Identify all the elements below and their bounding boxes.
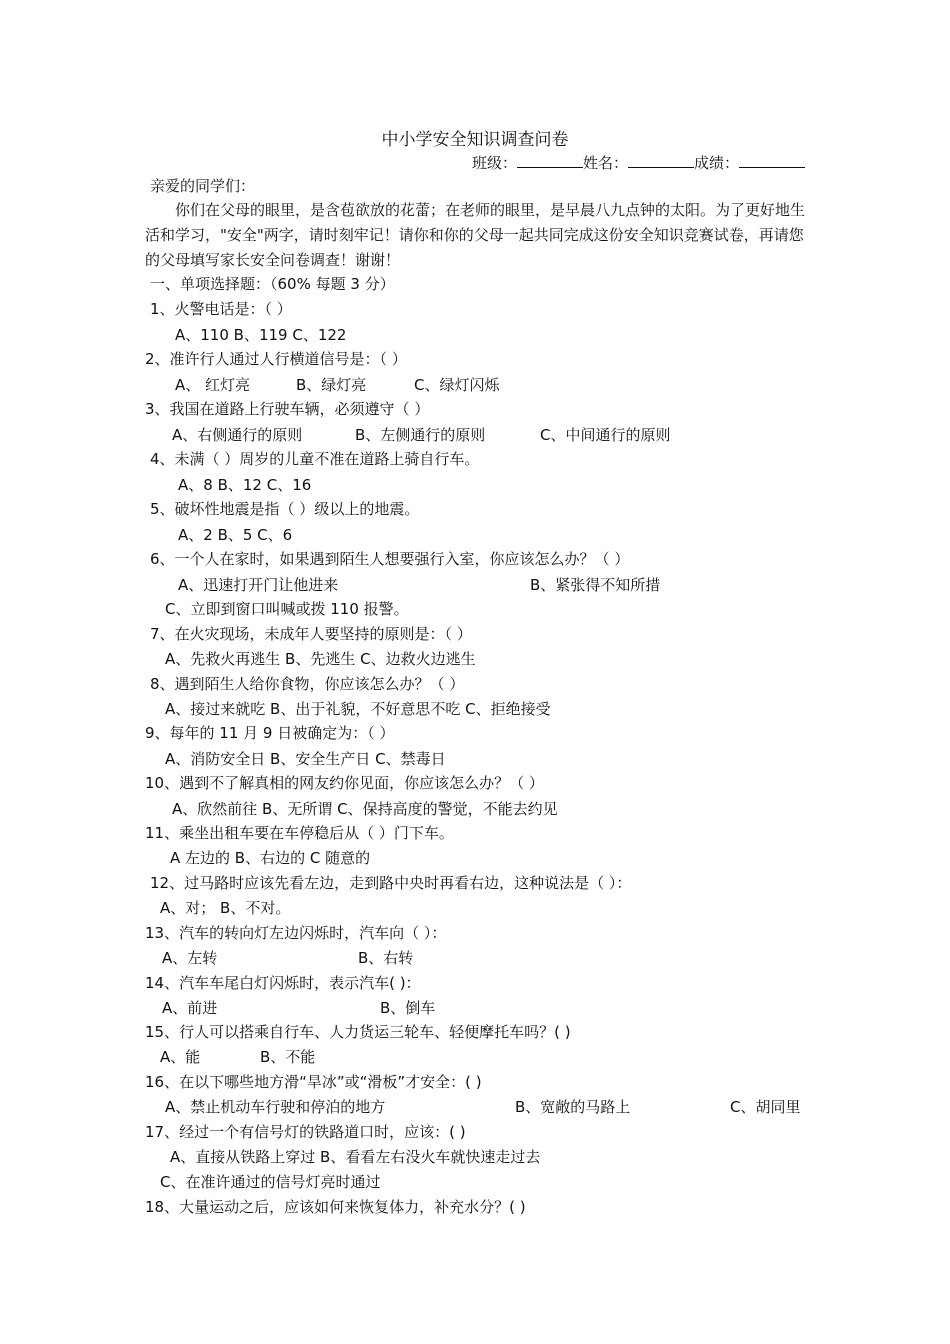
question-5: 5、破坏性地震是指（ ）级以上的地震。 <box>150 500 420 518</box>
q2-option-c: C、绿灯闪烁 <box>414 376 500 394</box>
question-10: 10、遇到不了解真相的网友约你见面，你应该怎么办？（ ） <box>145 774 544 792</box>
q14-option-a: A、前进 <box>162 999 218 1017</box>
name-blank[interactable] <box>628 153 694 168</box>
q6-option-b: B、紧张得不知所措 <box>530 576 661 594</box>
score-label: 成绩： <box>693 154 739 172</box>
page-title: 中小学安全知识调查问卷 <box>381 130 569 150</box>
q5-options: A、2 B、5 C、6 <box>178 526 293 544</box>
greeting: 亲爱的同学们： <box>150 177 256 195</box>
question-6: 6、一个人在家时，如果遇到陌生人想要强行入室，你应该怎么办？（ ） <box>150 550 630 568</box>
question-9: 9、每年的 11 月 9 日被确定为：（ ） <box>145 724 395 742</box>
q6-option-c: C、立即到窗口叫喊或拨 110 报警。 <box>165 600 409 618</box>
question-12: 12、过马路时应该先看左边，走到路中央时再看右边，这种说法是（ ）： <box>150 874 632 892</box>
q13-option-b: B、右转 <box>358 949 414 967</box>
student-info-fields <box>472 152 805 173</box>
question-2: 2、准许行人通过人行横道信号是：（ ） <box>145 350 407 368</box>
q13-option-a: A、左转 <box>162 949 218 967</box>
q6-option-a: A、迅速打开门让他进来 <box>178 576 339 594</box>
section-heading: 一、单项选择题：（60% 每题 3 分） <box>150 275 395 293</box>
q9-options: A、消防安全日 B、安全生产日 C、禁毒日 <box>165 750 446 768</box>
question-4: 4、未满（ ）周岁的儿童不准在道路上骑自行车。 <box>150 450 480 468</box>
question-15: 15、行人可以搭乘自行车、人力货运三轮车、轻便摩托车吗？( ) <box>145 1023 571 1041</box>
class-blank[interactable] <box>517 153 583 168</box>
class-label: 班级： <box>471 154 517 172</box>
q11-options: A 左边的 B、右边的 C 随意的 <box>170 849 371 867</box>
q17-option-c: C、在准许通过的信号灯亮时通过 <box>160 1173 381 1191</box>
q14-option-b: B、倒车 <box>380 999 436 1017</box>
q2-option-a: A、 红灯亮 <box>175 376 251 394</box>
q3-option-c: C、中间通行的原则 <box>540 426 671 444</box>
score-blank[interactable] <box>739 153 805 168</box>
question-17: 17、经过一个有信号灯的铁路道口时，应该：( ) <box>145 1123 466 1141</box>
q4-options: A、8 B、12 C、16 <box>178 476 312 494</box>
question-14: 14、汽车车尾白灯闪烁时，表示汽车( )： <box>145 974 421 992</box>
question-7: 7、在火灾现场，未成年人要坚持的原则是：（ ） <box>150 625 472 643</box>
q8-options: A、接过来就吃 B、出于礼貌，不好意思不吃 C、拒绝接受 <box>165 700 551 718</box>
q17-option-ab: A、直接从铁路上穿过 B、看看左右没火车就快速走过去 <box>170 1148 541 1166</box>
q2-option-b: B、绿灯亮 <box>296 376 367 394</box>
q3-option-b: B、左侧通行的原则 <box>355 426 486 444</box>
question-13: 13、汽车的转向灯左边闪烁时，汽车向（ ）： <box>145 924 447 942</box>
q15-option-b: B、不能 <box>260 1048 316 1066</box>
q12-options: A、对； B、不对。 <box>160 899 291 917</box>
q16-option-a: A、禁止机动车行驶和停泊的地方 <box>165 1098 386 1116</box>
q15-option-a: A、能 <box>160 1048 201 1066</box>
q10-options: A、欣然前往 B、无所谓 C、保持高度的警觉，不能去约见 <box>172 800 558 818</box>
q3-option-a: A、右侧通行的原则 <box>172 426 303 444</box>
q7-options: A、先救火再逃生 B、先逃生 C、边救火边逃生 <box>165 650 476 668</box>
question-16: 16、在以下哪些地方滑“旱冰”或“滑板”才安全：( ) <box>145 1073 482 1091</box>
q16-option-b: B、宽敞的马路上 <box>515 1098 631 1116</box>
intro-paragraph: 你们在父母的眼里，是含苞欲放的花蕾；在老师的眼里，是早晨八九点钟的太阳。为了更好地生活和学习，"安全"两字，请时刻牢记！请你和你的父母一起共同完成这份安全知识竞赛试卷，再请您的父母填写家长安全问卷调查！谢谢！ <box>145 201 806 269</box>
question-3: 3、我国在道路上行驶车辆，必须遵守（ ） <box>145 400 430 418</box>
question-1: 1、火警电话是：（ ） <box>150 300 292 318</box>
question-18: 18、大量运动之后，应该如何来恢复体力，补充水分？( ) <box>145 1198 526 1216</box>
q16-option-c: C、胡同里 <box>730 1098 801 1116</box>
name-label: 姓名： <box>582 154 628 172</box>
question-8: 8、遇到陌生人给你食物，你应该怎么办？（ ） <box>150 675 465 693</box>
question-11: 11、乘坐出租车要在车停稳后从（ ）门下车。 <box>145 824 454 842</box>
q1-options: A、110 B、119 C、122 <box>175 326 347 344</box>
